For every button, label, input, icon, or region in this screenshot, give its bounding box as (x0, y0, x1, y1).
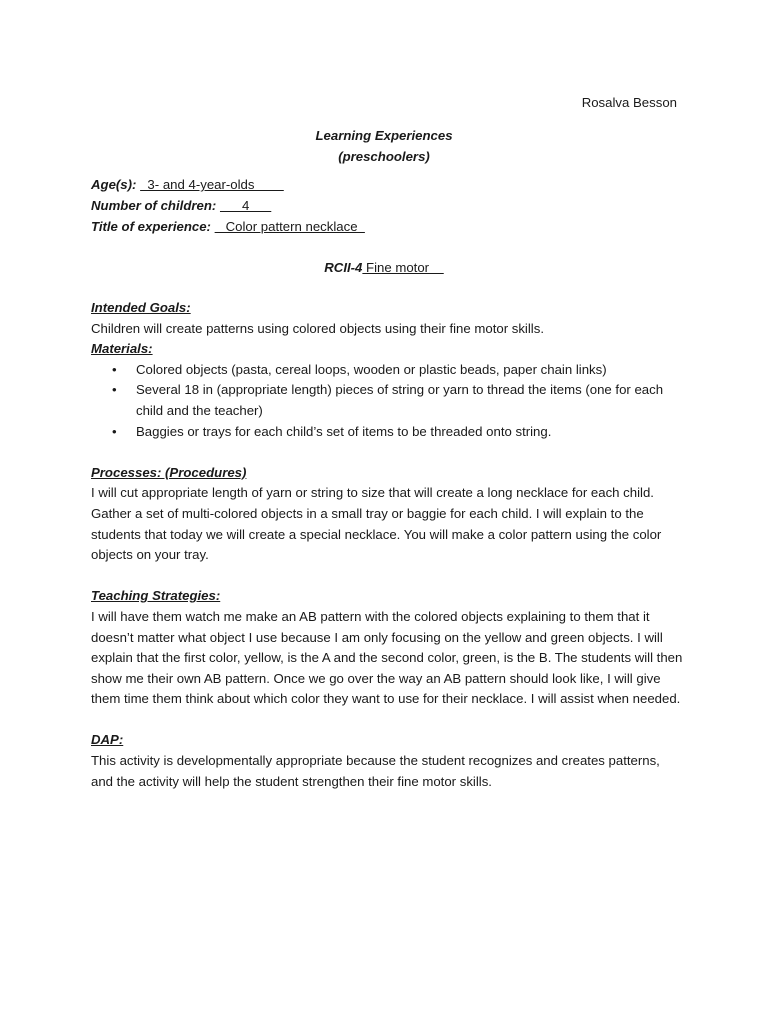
ages-field (91, 174, 691, 195)
experience-field (91, 216, 691, 237)
processes-text: I will cut appropriate length of yarn or string to size that will create a long necklace for each child. Gather a set of multi-colored objects in a small tray or baggie for each child. I will explain to the students that today we will create a special necklace. You will make a color pattern using the color objects on your tray. (91, 485, 662, 563)
bullet-icon: • (112, 361, 117, 377)
experience-value: Color pattern necklace (214, 219, 365, 234)
processes-heading: Processes: (Procedures) (91, 464, 247, 480)
document-body (91, 298, 683, 792)
rcii-line (0, 257, 768, 278)
materials-heading: Materials: (91, 341, 153, 357)
strategies-heading: Teaching Strategies: (91, 588, 221, 604)
ages-value: 3- and 4-year-olds (140, 177, 284, 192)
document-title (0, 125, 768, 167)
rcii-label: RCII-4 (324, 260, 363, 275)
list-item: • Baggies or trays for each child’s set of items to be threaded onto string. (136, 422, 683, 443)
author-name: Rosalva Besson (581, 95, 677, 110)
goals-text: Children will create patterns using colored objects using their fine motor skills. (91, 320, 544, 336)
rcii-value: Fine motor (362, 260, 444, 275)
materials-list (91, 360, 683, 442)
title-line-1: Learning Experiences (315, 128, 453, 143)
list-item: • Colored objects (pasta, cereal loops, wooden or plastic beads, paper chain links) (136, 360, 683, 381)
children-label: Number of children: (91, 198, 217, 213)
bullet-icon: • (112, 423, 117, 439)
goals-heading: Intended Goals: (91, 300, 191, 315)
dap-text: This activity is developmentally appropriate because the student recognizes and creates patterns, and the activity will help the student strengthen their fine motor skills. (91, 753, 660, 789)
experience-label: Title of experience: (91, 219, 211, 234)
title-line-2: (preschoolers) (338, 149, 430, 164)
strategies-text: I will have them watch me make an AB pattern with the colored objects explaining to them that it doesn’t matter what object I use because I am only focusing on the yellow and green objects. I will explain that the first color, yellow, is the A and the second color, green, is the B. The students will then show me their own AB pattern. Once we go over the way an AB pattern should look like, I will give them time them think about which color they want to use for their necklace. I will assist when needed. (91, 608, 683, 707)
dap-heading: DAP: (91, 732, 124, 748)
bullet-icon: • (112, 382, 117, 398)
ages-label: Age(s): (91, 177, 137, 192)
children-value: 4 (219, 198, 272, 213)
info-fields (91, 174, 691, 237)
list-item: • Several 18 in (appropriate length) pieces of string or yarn to thread the items (one for each child and the teacher) (112, 382, 664, 418)
children-field (91, 195, 691, 216)
